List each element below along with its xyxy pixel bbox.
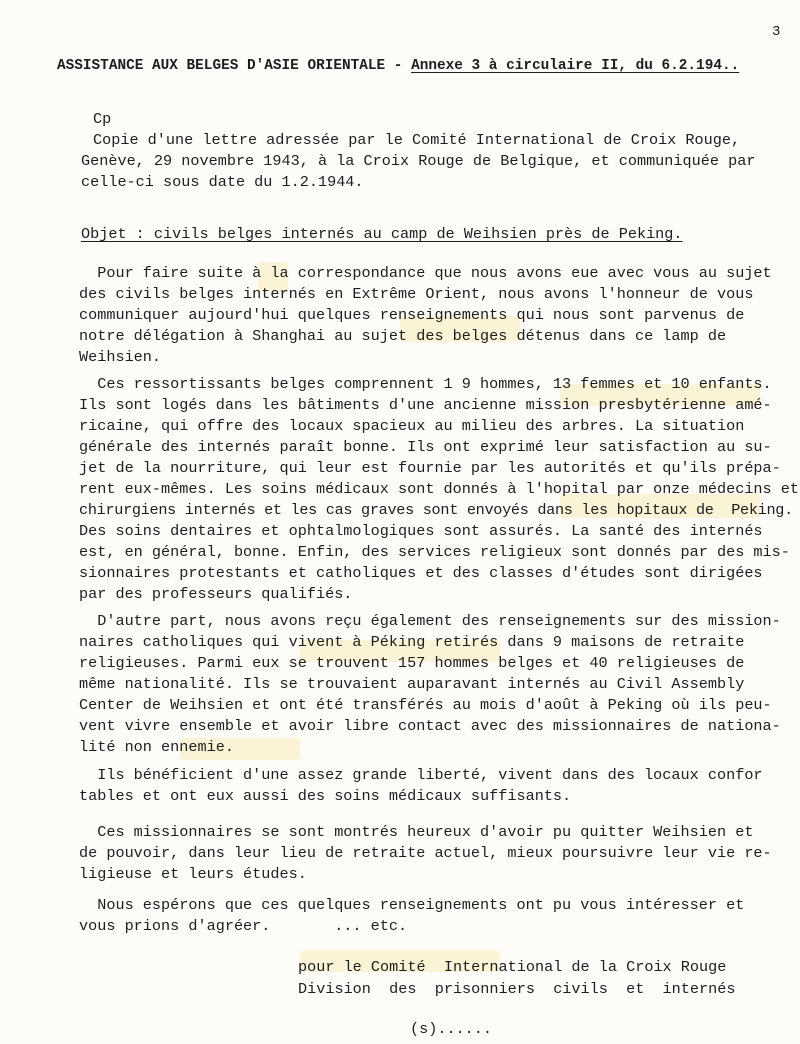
body-line: D'autre part, nous avons reçu également des renseignements sur des mission- bbox=[79, 612, 781, 630]
signature-division: Division des prisonniers civils et internés bbox=[298, 980, 736, 998]
intro-line: Genève, 29 novembre 1943, à la Croix Rouge de Belgique, et communiquée par bbox=[81, 152, 756, 170]
body-line: lité non ennemie. bbox=[79, 738, 234, 756]
body-line: par des professeurs qualifiés. bbox=[79, 585, 353, 603]
body-line: Ils sont logés dans les bâtiments d'une ancienne mission presbytérienne amé- bbox=[79, 396, 772, 414]
body-line: générale des internés paraît bonne. Ils ont exprimé leur satisfaction au su- bbox=[79, 438, 772, 456]
reference-mark: Cp bbox=[93, 110, 112, 128]
body-line: Center de Weihsien et ont été transférés au mois d'août à Peking où ils peu- bbox=[79, 696, 772, 714]
subject-line: Objet : civils belges internés au camp de Weihsien près de Peking. bbox=[81, 225, 683, 243]
body-line: de pouvoir, dans leur lieu de retraite actuel, mieux poursuivre leur vie re- bbox=[79, 844, 772, 862]
body-line: communiquer aujourd'hui quelques renseignements qui nous sont parvenus de bbox=[79, 306, 745, 324]
body-line: Weihsien. bbox=[79, 348, 162, 366]
header-annex: Annexe 3 à circulaire II, du 6.2.194.. bbox=[411, 58, 740, 74]
body-line: religieuses. Parmi eux se trouvent 157 hommes belges et 40 religieuses de bbox=[79, 654, 745, 672]
body-line: naires catholiques qui vivent à Péking retirés dans 9 maisons de retraite bbox=[79, 633, 745, 651]
body-line: des civils belges internés en Extrême Orient, nous avons l'honneur de vous bbox=[79, 285, 754, 303]
body-line: chirurgiens internés et les cas graves sont envoyés dans les hopitaux de Peking. bbox=[79, 501, 793, 519]
signature-mark: (s)...... bbox=[410, 1020, 493, 1038]
body-line: même nationalité. Ils se trouvaient auparavant internés au Civil Assembly bbox=[79, 675, 745, 693]
body-line: ligieuse et leurs études. bbox=[79, 865, 307, 883]
body-line: Pour faire suite à la correspondance que nous avons eue avec vous au sujet bbox=[79, 264, 772, 282]
intro-line: Copie d'une lettre adressée par le Comité International de Croix Rouge, bbox=[93, 131, 741, 149]
body-line: Ces missionnaires se sont montrés heureux d'avoir pu quitter Weihsien et bbox=[79, 823, 754, 841]
document-header bbox=[57, 56, 739, 76]
body-line: est, en général, bonne. Enfin, des services religieux sont donnés par des mis- bbox=[79, 543, 790, 561]
signature-organization: pour le Comité International de la Croix Rouge bbox=[298, 958, 727, 976]
body-line: Des soins dentaires et ophtalmologiques sont assurés. La santé des internés bbox=[79, 522, 763, 540]
body-line: ricaine, qui offre des locaux spacieux au milieu des arbres. La situation bbox=[79, 417, 745, 435]
body-line: Nous espérons que ces quelques renseignements ont pu vous intéresser et bbox=[79, 896, 745, 914]
body-line: rent eux-mêmes. Les soins médicaux sont donnés à l'hopital par onze médecins et bbox=[79, 480, 800, 498]
intro-line: celle-ci sous date du 1.2.1944. bbox=[81, 173, 364, 191]
header-title: ASSISTANCE AUX BELGES D'ASIE ORIENTALE - bbox=[57, 58, 412, 74]
body-line: notre délégation à Shanghai au sujet des belges détenus dans ce lamp de bbox=[79, 327, 727, 345]
body-line: Ils bénéficient d'une assez grande liberté, vivent dans des locaux confor bbox=[79, 766, 763, 784]
body-line: sionnaires protestants et catholiques et des classes d'études sont dirigées bbox=[79, 564, 763, 582]
body-line: Ces ressortissants belges comprennent 1 9 hommes, 13 femmes et 10 enfants. bbox=[79, 375, 772, 393]
body-line: vent vivre ensemble et avoir libre contact avec des missionnaires de nationa- bbox=[79, 717, 781, 735]
body-line: tables et ont eux aussi des soins médicaux suffisants. bbox=[79, 787, 572, 805]
body-line: jet de la nourriture, qui leur est fournie par les autorités et qu'ils prépa- bbox=[79, 459, 781, 477]
body-line: vous prions d'agréer. ... etc. bbox=[79, 917, 408, 935]
page-number: 3 bbox=[772, 24, 781, 40]
